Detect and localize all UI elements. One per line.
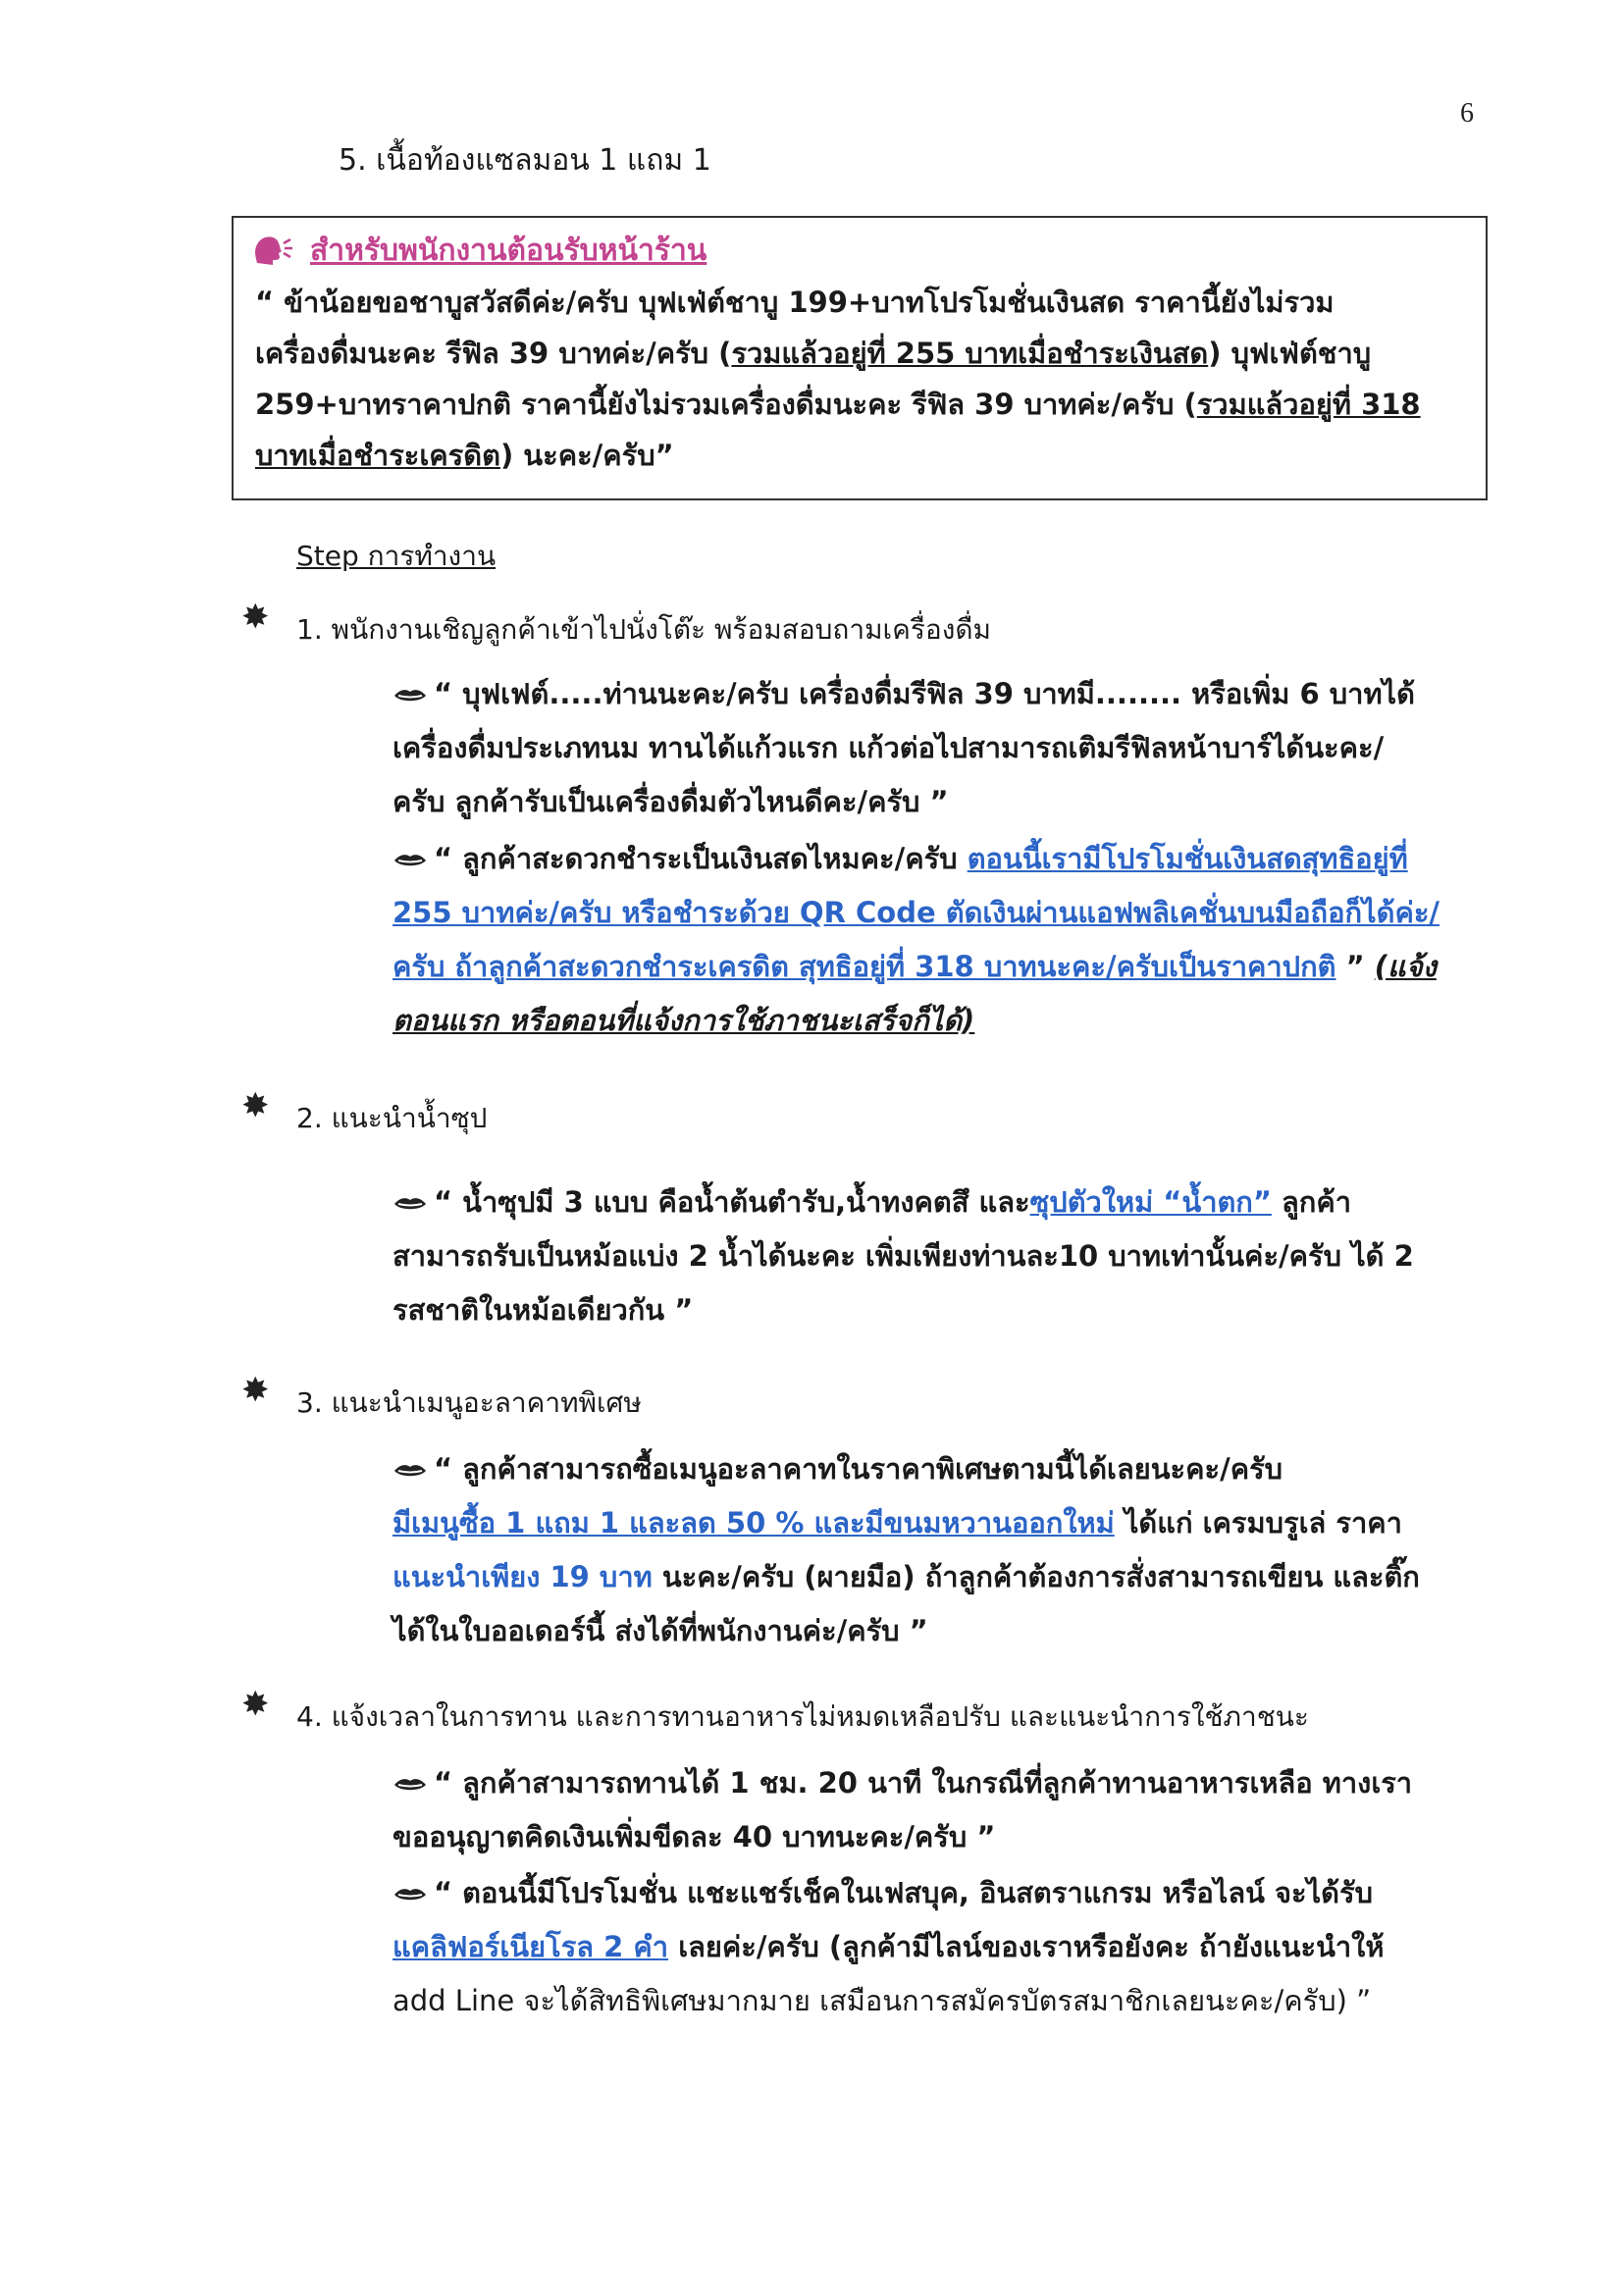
star-bullet-icon: ✸ xyxy=(241,1371,270,1410)
step-4-script-2: “ ตอนนี้มีโปรโมชั่น แชะแชร์เช็คในเฟสบุค, อินสตราแกรม หรือไลน์ จะได้รับ แคลิฟอร์เนียโรล 2 คำ เลยค่ะ/ครับ (ลูกค้ามีไลน์ของเราหรือยังคะ ถ้ายังแนะนำให้ add Line จะได้สิทธิพิเศษมากมาย เสมือนการสมัครบัตรสมาชิกเลยนะคะ/ครับ) ” xyxy=(393,1876,1385,2017)
step-1-script-1: “ บุฟเฟต์.....ท่านนะคะ/ครับ เครื่องดื่มรีฟิล 39 บาทมี........ หรือเพิ่ม 6 บาทได้ เครื่องดื่มประเภทนม ทานได้แก้วแรก แก้วต่อไปสามารถเติมรีฟิลหน้าบาร์ได้นะคะ/ ครับ ลูกค้ารับเป็นเครื่องดื่มตัวไหนดีคะ/ครับ ” xyxy=(393,677,1415,818)
greeting-line: บาทเมื่อชำระเครดิต) นะคะ/ครับ” xyxy=(255,439,674,472)
step-2-title: 2. แนะนำน้ำซุป xyxy=(296,1102,488,1134)
timing-note: ตอนแรก หรือตอนที่แจ้งการใช้ภาชนะเสร็จก็ได้) xyxy=(393,1004,975,1037)
step-3-script: “ ลูกค้าสามารถซื้อเมนูอะลาคาทในราคาพิเศษตามนี้ได้เลยนะคะ/ครับ มีเมนูซื้อ 1 แถม 1 และลด 50 % และมีขนมหวานออกใหม่ ได้แก่ เครมบรูเล่ ราคา แนะนำเพียง 19 บาท นะคะ/ครับ (ผายมือ) ถ้าลูกค้าต้องการสั่งสามารถเขียน และติ๊ก ได้ในใบออเดอร์นี้ ส่งได้ที่พนักงานค่ะ/ครับ ” xyxy=(393,1452,1420,1647)
lips-icon xyxy=(393,1776,428,1794)
greeting-line: เครื่องดื่มนะคะ รีฟิล 39 บาทค่ะ/ครับ (รวมแล้วอยู่ที่ 255 บาทเมื่อชำระเงินสด) บุฟเฟ่ต์ชาบู xyxy=(255,337,1372,370)
price-highlight: แนะนำเพียง 19 บาท xyxy=(393,1560,653,1593)
california-roll-highlight: แคลิฟอร์เนียโรล 2 คำ xyxy=(393,1930,669,1963)
cash-promo-highlight: ตอนนี้เรามีโปรโมชั่นเงินสดสุทธิอยู่ที่ xyxy=(967,842,1408,875)
lips-icon xyxy=(393,687,428,704)
lips-icon xyxy=(393,1886,428,1904)
greeting-line: “ ข้าน้อยขอชาบูสวัสดีค่ะ/ครับ บุฟเฟ่ต์ชาบู 199+บาทโปรโมชั่นเงินสด ราคานี้ยังไม่รวม xyxy=(255,286,1335,319)
speaking-head-icon xyxy=(251,234,294,269)
step-4-title: 4. แจ้งเวลาในการทาน และการทานอาหารไม่หมดเหลือปรับ และแนะนำการใช้ภาชนะ xyxy=(296,1700,1309,1733)
step-3-title: 3. แนะนำเมนูอะลาคาทพิเศษ xyxy=(296,1386,642,1419)
credit-total-note-cont: บาทเมื่อชำระเครดิต xyxy=(255,439,500,472)
greeting-line: 259+บาทราคาปกติ ราคานี้ยังไม่รวมเครื่องดื่มนะคะ รีฟิล 39 บาทค่ะ/ครับ (รวมแล้วอยู่ที่ 318 xyxy=(255,388,1421,421)
timing-note: (แจ้ง xyxy=(1374,950,1437,983)
greeting-script-text xyxy=(255,277,1472,481)
star-bullet-icon: ✸ xyxy=(241,598,270,637)
cash-promo-highlight: ครับ ถ้าลูกค้าสะดวกชำระเครดิต สุทธิอยู่ที่ 318 บาทนะคะ/ครับเป็นราคาปกติ xyxy=(393,950,1336,983)
step-2-script: “ น้ำซุปมี 3 แบบ คือน้ำต้นตำรับ,น้ำทงคตสึ และซุปตัวใหม่ “น้ำตก” ลูกค้า สามารถรับเป็นหม้อแบ่ง 2 น้ำได้นะคะ เพิ่มเพียงท่านละ10 บาทเท่านั้นค่ะ/ครับ ได้ 2 รสชาติในหม้อเดียวกัน ” xyxy=(393,1185,1414,1327)
greeting-script-box xyxy=(232,216,1488,500)
lips-icon xyxy=(393,852,428,869)
greeting-box-header xyxy=(251,228,707,274)
step-1-script-2: “ ลูกค้าสะดวกชำระเป็นเงินสดไหมคะ/ครับ ตอนนี้เรามีโปรโมชั่นเงินสดสุทธิอยู่ที่ 255 บาทค่ะ/ครับ หรือชำระด้วย QR Code ตัดเงินผ่านแอฟพลิเคชั่นบนมือถือก็ได้ค่ะ/ ครับ ถ้าลูกค้าสะดวกชำระเครดิต สุทธิอยู่ที่ 318 บาทนะคะ/ครับเป็นราคาปกติ ” (แจ้ง ตอนแรก หรือตอนที่แจ้งการใช้ภาชนะเสร็จก็ได้) xyxy=(393,842,1440,1037)
star-bullet-icon: ✸ xyxy=(241,1685,270,1724)
new-soup-highlight: ซุปตัวใหม่ “น้ำตก” xyxy=(1029,1185,1272,1219)
lips-icon xyxy=(393,1195,428,1213)
menu-promo-highlight: มีเมนูซื้อ 1 แถม 1 และลด 50 % และมีขนมหวานออกใหม่ xyxy=(393,1506,1115,1539)
cash-promo-highlight: 255 บาทค่ะ/ครับ หรือชำระด้วย QR Code ตัดเงินผ่านแอฟพลิเคชั่นบนมือถือก็ได้ค่ะ/ xyxy=(393,896,1440,929)
star-bullet-icon: ✸ xyxy=(241,1086,270,1125)
greeting-box-heading: สำหรับพนักงานต้อนรับหน้าร้าน xyxy=(310,234,707,268)
step-4-script-1: “ ลูกค้าสามารถทานได้ 1 ชม. 20 นาที ในกรณีที่ลูกค้าทานอาหารเหลือ ทางเรา ขออนุญาตคิดเงินเพิ่มขีดละ 40 บาทนะคะ/ครับ ” xyxy=(393,1766,1413,1853)
lips-icon xyxy=(393,1462,428,1480)
page-number: 6 xyxy=(1460,98,1474,129)
cash-total-note: รวมแล้วอยู่ที่ 255 บาทเมื่อชำระเงินสด xyxy=(731,337,1209,370)
credit-total-note: รวมแล้วอยู่ที่ 318 xyxy=(1196,388,1421,421)
step-1-title: 1. พนักงานเชิญลูกค้าเข้าไปนั่งโต๊ะ พร้อมสอบถามเครื่องดื่ม xyxy=(296,613,992,646)
section-title: 5. เนื้อท้องแซลมอน 1 แถม 1 xyxy=(339,143,711,178)
steps-heading: Step การทำงาน xyxy=(296,540,497,572)
